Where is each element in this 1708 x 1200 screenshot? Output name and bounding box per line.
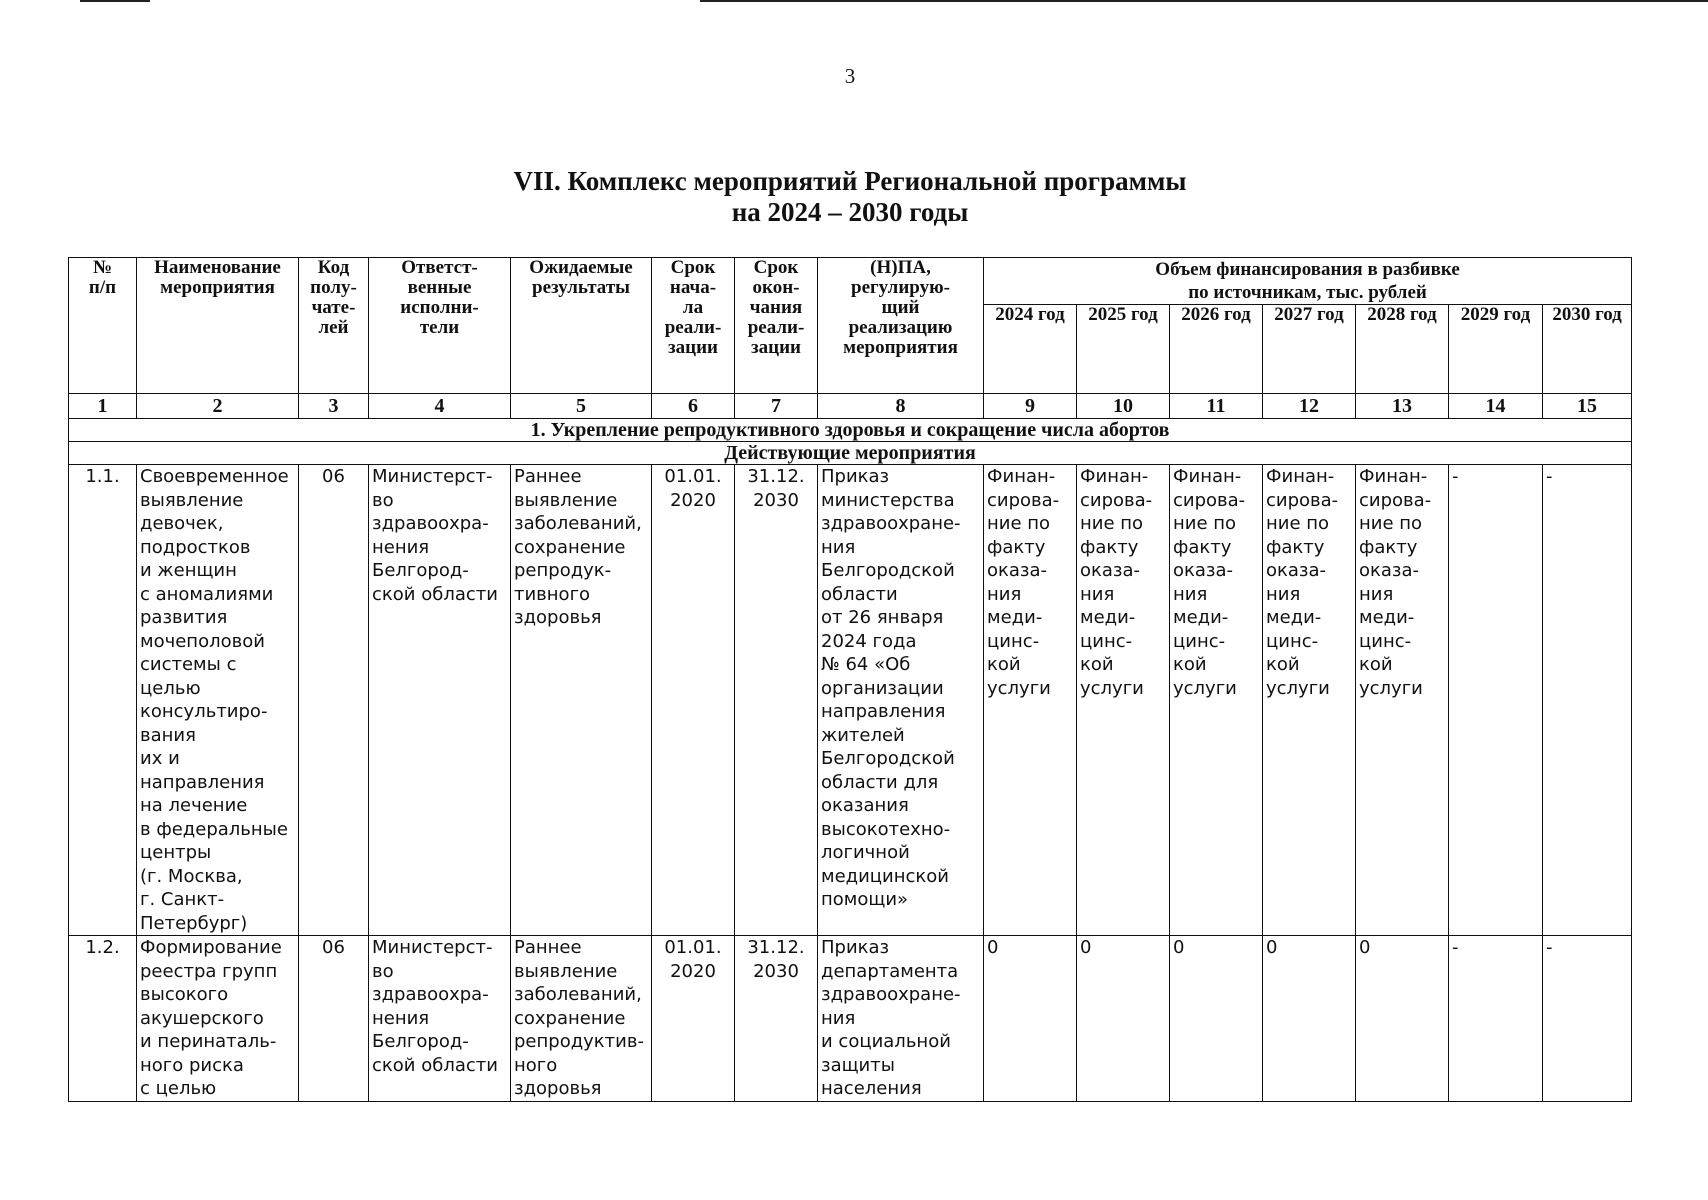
- cell-2025: Финан- сирова- ние по факту оказа- ния меди- цинс- кой услуги: [1077, 465, 1170, 936]
- column-number: 12: [1263, 394, 1356, 419]
- cell-npa: Приказ департамента здравоохране- ния и социальной защиты населения: [818, 936, 984, 1102]
- cell-2030: -: [1543, 465, 1632, 936]
- cell-num: 1.2.: [69, 936, 137, 1102]
- page-number: 3: [844, 64, 856, 88]
- cell-2026: 0: [1170, 936, 1263, 1102]
- scan-edge-right: [700, 0, 1708, 2]
- cell-start: 01.01. 2020: [652, 465, 735, 936]
- cell-executors: Министерст- во здравоохра- нения Белгород- ской области: [369, 936, 511, 1102]
- cell-results: Раннее выявление заболеваний, сохранение репродук- тивного здоровья: [511, 465, 652, 936]
- cell-executors: Министерст- во здравоохра- нения Белгород- ской области: [369, 465, 511, 936]
- header-npa: (Н)ПА, регулирую- щий реализацию мероприятия: [818, 258, 984, 394]
- header-results: Ожидаемые результаты: [511, 258, 652, 394]
- header-year-2030: 2030 год: [1543, 305, 1632, 394]
- subsection-title: Действующие мероприятия: [69, 442, 1632, 465]
- column-number: 10: [1077, 394, 1170, 419]
- column-number: 15: [1543, 394, 1632, 419]
- header-name: Наименование мероприятия: [137, 258, 299, 394]
- column-number: 3: [299, 394, 369, 419]
- cell-code: 06: [299, 936, 369, 1102]
- scan-edge-left: [80, 0, 150, 2]
- cell-num: 1.1.: [69, 465, 137, 936]
- cell-2028: Финан- сирова- ние по факту оказа- ния меди- цинс- кой услуги: [1356, 465, 1449, 936]
- cell-npa: Приказ министерства здравоохране- ния Белгородской области от 26 января 2024 года № 64 «Об организации направления жителей Белгородской области для оказания высокотехно- логичной медицинской помощи»: [818, 465, 984, 936]
- column-number: 9: [984, 394, 1077, 419]
- header-year-2028: 2028 год: [1356, 305, 1449, 394]
- cell-2024: 0: [984, 936, 1077, 1102]
- column-number: 11: [1170, 394, 1263, 419]
- header-end: Срок окон- чания реали- зации: [735, 258, 818, 394]
- cell-2028: 0: [1356, 936, 1449, 1102]
- cell-name: Формирование реестра групп высокого акушерского и перинаталь- ного риска с целью: [137, 936, 299, 1102]
- column-number: 13: [1356, 394, 1449, 419]
- cell-2026: Финан- сирова- ние по факту оказа- ния меди- цинс- кой услуги: [1170, 465, 1263, 936]
- header-year-2026: 2026 год: [1170, 305, 1263, 394]
- cell-end: 31.12. 2030: [735, 936, 818, 1102]
- header-year-2027: 2027 год: [1263, 305, 1356, 394]
- title-line-1: VII. Комплекс мероприятий Региональной программы: [513, 166, 1187, 196]
- section-title: 1. Укрепление репродуктивного здоровья и сокращение числа абортов: [69, 419, 1632, 442]
- header-num: № п/п: [69, 258, 137, 394]
- column-number: 2: [137, 394, 299, 419]
- header-year-2024: 2024 год: [984, 305, 1077, 394]
- cell-2024: Финан- сирова- ние по факту оказа- ния меди- цинс- кой услуги: [984, 465, 1077, 936]
- header-year-2025: 2025 год: [1077, 305, 1170, 394]
- header-financing: Объем финансирования в разбивке по источникам, тыс. рублей: [984, 258, 1632, 305]
- cell-name: Своевременное выявление девочек, подростков и женщин с аномалиями развития мочеполовой системы с целью консультиро- вания их и направления на лечение в федеральные центры (г. Москва, г. Санкт- Петербург): [137, 465, 299, 936]
- table-row: [69, 936, 1632, 1102]
- page-title: [0, 166, 1700, 228]
- column-number: 5: [511, 394, 652, 419]
- column-number: 8: [818, 394, 984, 419]
- cell-2027: 0: [1263, 936, 1356, 1102]
- column-number: 14: [1449, 394, 1543, 419]
- title-line-2: на 2024 – 2030 годы: [731, 197, 969, 227]
- header-year-2029: 2029 год: [1449, 305, 1543, 394]
- cell-start: 01.01. 2020: [652, 936, 735, 1102]
- header-start: Срок нача- ла реали- зации: [652, 258, 735, 394]
- cell-2030: -: [1543, 936, 1632, 1102]
- cell-2029: -: [1449, 465, 1543, 936]
- column-number: 6: [652, 394, 735, 419]
- header-executors: Ответст- венные исполни- тели: [369, 258, 511, 394]
- cell-end: 31.12. 2030: [735, 465, 818, 936]
- cell-2025: 0: [1077, 936, 1170, 1102]
- cell-code: 06: [299, 465, 369, 936]
- activities-table: [68, 257, 1632, 1102]
- cell-2027: Финан- сирова- ние по факту оказа- ния меди- цинс- кой услуги: [1263, 465, 1356, 936]
- cell-results: Раннее выявление заболеваний, сохранение репродуктив- ного здоровья: [511, 936, 652, 1102]
- column-number: 4: [369, 394, 511, 419]
- column-number: 1: [69, 394, 137, 419]
- column-number: 7: [735, 394, 818, 419]
- table-row: [69, 465, 1632, 936]
- cell-2029: -: [1449, 936, 1543, 1102]
- header-code: Код полу- чате- лей: [299, 258, 369, 394]
